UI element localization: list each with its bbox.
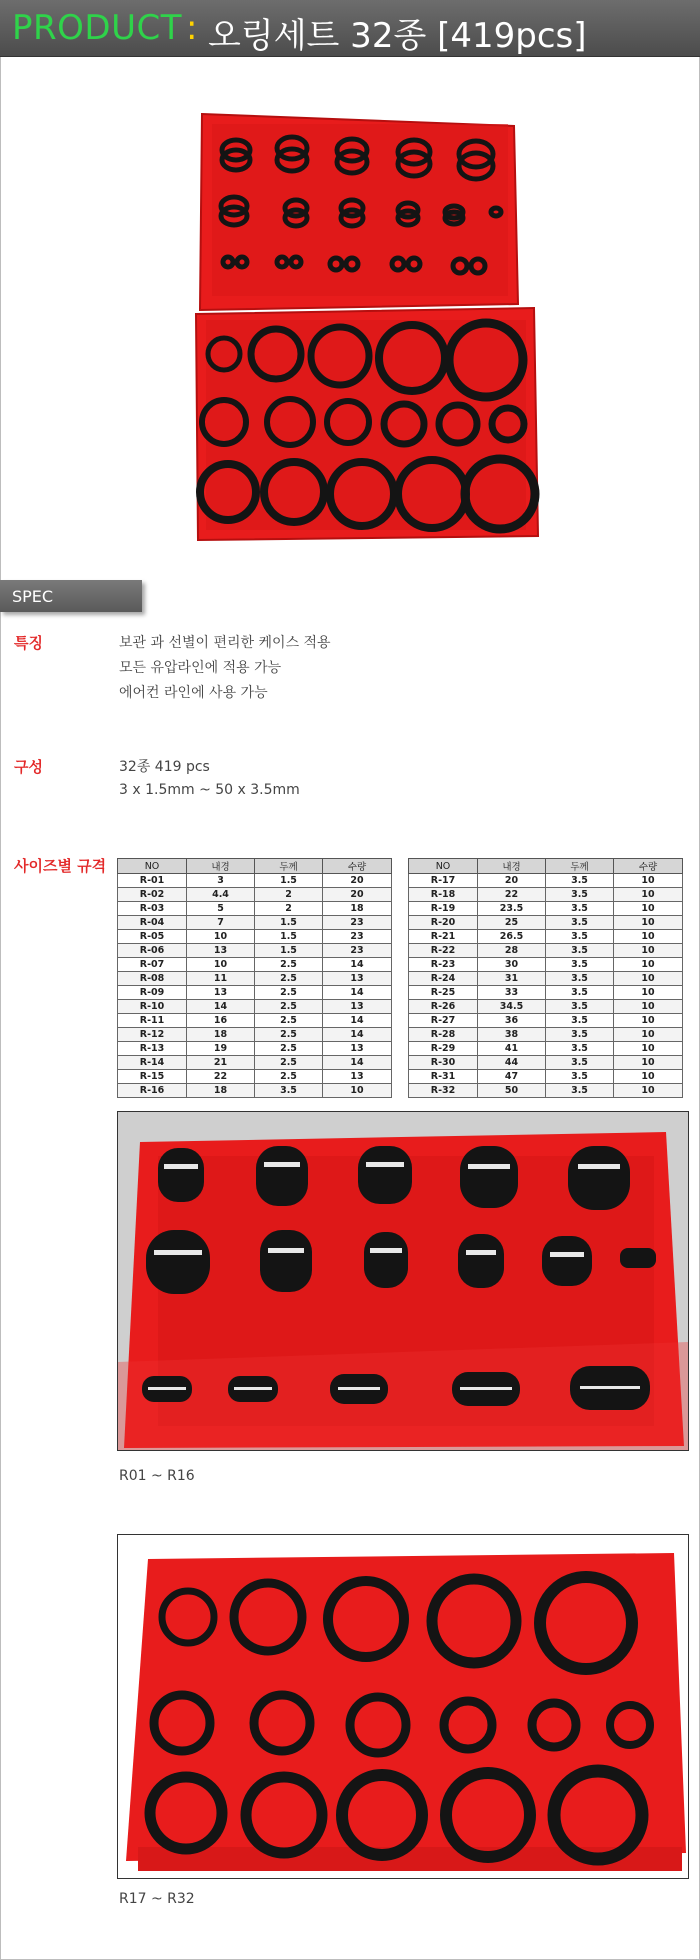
photo-r17-r32 (117, 1534, 689, 1879)
caption-r01-r16: R01 ~ R16 (119, 1468, 195, 1484)
table-cell: 10 (614, 1070, 683, 1084)
spec-section-tab (0, 580, 142, 612)
table-row (118, 902, 392, 916)
table-cell: 33 (478, 986, 546, 1000)
size-table-right (408, 858, 683, 1098)
table-row (118, 1070, 392, 1084)
table-cell: 2.5 (255, 986, 323, 1000)
table-cell: R-24 (409, 972, 478, 986)
table-cell: 13 (323, 1042, 392, 1056)
table-cell: 3 (187, 874, 255, 888)
table-cell: 10 (614, 944, 683, 958)
table-cell: 3.5 (546, 986, 614, 1000)
table-cell: 20 (478, 874, 546, 888)
table-row (118, 888, 392, 902)
table-cell: 2.5 (255, 1000, 323, 1014)
table-cell: R-21 (409, 930, 478, 944)
col-header-inner-diameter: 내경 (478, 859, 546, 874)
table-cell: 44 (478, 1056, 546, 1070)
table-cell: 11 (187, 972, 255, 986)
table-cell: R-15 (118, 1070, 187, 1084)
table-cell: 2.5 (255, 1042, 323, 1056)
product-label: PRODUCT (12, 8, 182, 48)
table-cell: 10 (614, 986, 683, 1000)
table-cell: 3.5 (255, 1084, 323, 1098)
composition-label: 구성 (14, 758, 43, 776)
table-row (409, 874, 683, 888)
table-cell: 19 (187, 1042, 255, 1056)
table-cell: R-09 (118, 986, 187, 1000)
table-cell: R-10 (118, 1000, 187, 1014)
table-cell: R-23 (409, 958, 478, 972)
composition-line: 32종 419 pcs (119, 759, 210, 775)
table-cell: R-17 (409, 874, 478, 888)
table-cell: R-25 (409, 986, 478, 1000)
table-cell: 28 (478, 944, 546, 958)
table-cell: R-08 (118, 972, 187, 986)
table-cell: 2 (255, 902, 323, 916)
table-cell: 1.5 (255, 916, 323, 930)
table-cell: 3.5 (546, 888, 614, 902)
table-cell: 22 (187, 1070, 255, 1084)
table-cell: 10 (614, 972, 683, 986)
table-cell: R-30 (409, 1056, 478, 1070)
sizes-label: 사이즈별 규격 (14, 857, 107, 875)
table-cell: 1.5 (255, 944, 323, 958)
table-row (118, 1042, 392, 1056)
table-cell: 10 (614, 1084, 683, 1098)
table-cell: 34.5 (478, 1000, 546, 1014)
table-cell: 3.5 (546, 1056, 614, 1070)
table-cell: R-13 (118, 1042, 187, 1056)
table-cell: R-18 (409, 888, 478, 902)
feature-line: 에어컨 라인에 사용 가능 (119, 685, 268, 701)
table-cell: R-07 (118, 958, 187, 972)
table-row (409, 1042, 683, 1056)
feature-line: 모든 유압라인에 적용 가능 (119, 660, 282, 676)
col-header-thickness: 두께 (546, 859, 614, 874)
table-cell: 13 (323, 1070, 392, 1084)
table-cell: 1.5 (255, 874, 323, 888)
table-row (409, 1084, 683, 1098)
table-cell: 13 (323, 972, 392, 986)
table-cell: 2.5 (255, 1070, 323, 1084)
table-cell: 13 (187, 986, 255, 1000)
table-row (118, 1014, 392, 1028)
table-cell: 3.5 (546, 930, 614, 944)
table-cell: R-32 (409, 1084, 478, 1098)
table-cell: 3.5 (546, 874, 614, 888)
spec-tab-label: SPEC (12, 587, 54, 606)
table-cell: 23.5 (478, 902, 546, 916)
table-cell: 20 (323, 874, 392, 888)
table-cell: 10 (614, 1056, 683, 1070)
table-cell: 3.5 (546, 1084, 614, 1098)
table-cell: R-26 (409, 1000, 478, 1014)
table-cell: R-20 (409, 916, 478, 930)
table-cell: 10 (614, 930, 683, 944)
table-cell: R-27 (409, 1014, 478, 1028)
table-cell: 1.5 (255, 930, 323, 944)
table-cell: R-05 (118, 930, 187, 944)
table-row (409, 944, 683, 958)
table-cell: R-19 (409, 902, 478, 916)
table-row (409, 972, 683, 986)
table-row (409, 1014, 683, 1028)
table-cell: 14 (323, 1014, 392, 1028)
table-row (118, 958, 392, 972)
table-row (409, 958, 683, 972)
table-row (118, 986, 392, 1000)
table-cell: 21 (187, 1056, 255, 1070)
table-row (118, 972, 392, 986)
table-cell: R-29 (409, 1042, 478, 1056)
table-cell: 10 (187, 930, 255, 944)
table-row (409, 888, 683, 902)
table-row (118, 1084, 392, 1098)
table-row (118, 1028, 392, 1042)
table-cell: 20 (323, 888, 392, 902)
table-cell: 2.5 (255, 972, 323, 986)
table-cell: 7 (187, 916, 255, 930)
table-cell: 38 (478, 1028, 546, 1042)
table-cell: 10 (614, 1028, 683, 1042)
table-cell: 36 (478, 1014, 546, 1028)
table-cell: 10 (614, 1014, 683, 1028)
table-cell: 14 (323, 1056, 392, 1070)
table-cell: 3.5 (546, 958, 614, 972)
table-cell: 2 (255, 888, 323, 902)
table-row (409, 930, 683, 944)
table-cell: 10 (614, 888, 683, 902)
table-cell: R-03 (118, 902, 187, 916)
table-cell: R-04 (118, 916, 187, 930)
col-header-quantity: 수량 (614, 859, 683, 874)
table-row (118, 1056, 392, 1070)
table-cell: 13 (187, 944, 255, 958)
table-cell: 4.4 (187, 888, 255, 902)
table-row (409, 1028, 683, 1042)
table-cell: R-01 (118, 874, 187, 888)
table-row (118, 916, 392, 930)
table-cell: R-22 (409, 944, 478, 958)
table-cell: 3.5 (546, 944, 614, 958)
table-cell: 10 (323, 1084, 392, 1098)
table-cell: 3.5 (546, 1028, 614, 1042)
table-cell: 23 (323, 930, 392, 944)
table-cell: 41 (478, 1042, 546, 1056)
table-cell: 22 (478, 888, 546, 902)
table-cell: 3.5 (546, 1014, 614, 1028)
table-cell: 26.5 (478, 930, 546, 944)
table-row (409, 1070, 683, 1084)
table-cell: 13 (323, 1000, 392, 1014)
table-cell: 3.5 (546, 972, 614, 986)
table-cell: 2.5 (255, 1014, 323, 1028)
col-header-no: NO (118, 859, 187, 874)
table-cell: 18 (187, 1084, 255, 1098)
table-cell: 18 (323, 902, 392, 916)
col-header-no: NO (409, 859, 478, 874)
caption-r17-r32: R17 ~ R32 (119, 1891, 195, 1907)
col-header-inner-diameter: 내경 (187, 859, 255, 874)
table-row (409, 916, 683, 930)
table-row (409, 1000, 683, 1014)
table-cell: 23 (323, 916, 392, 930)
table-cell: 18 (187, 1028, 255, 1042)
table-cell: 2.5 (255, 1028, 323, 1042)
table-cell: R-31 (409, 1070, 478, 1084)
table-cell: 3.5 (546, 1000, 614, 1014)
table-cell: 10 (614, 916, 683, 930)
col-header-thickness: 두께 (255, 859, 323, 874)
table-row (118, 874, 392, 888)
table-cell: 47 (478, 1070, 546, 1084)
table-row (118, 944, 392, 958)
table-cell: R-11 (118, 1014, 187, 1028)
table-cell: 2.5 (255, 958, 323, 972)
table-cell: 5 (187, 902, 255, 916)
table-cell: R-06 (118, 944, 187, 958)
table-row (409, 986, 683, 1000)
table-cell: R-14 (118, 1056, 187, 1070)
table-cell: 2.5 (255, 1056, 323, 1070)
table-cell: 14 (323, 986, 392, 1000)
table-cell: 23 (323, 944, 392, 958)
table-row (409, 1056, 683, 1070)
features-label: 특징 (14, 634, 43, 652)
table-cell: 3.5 (546, 1042, 614, 1056)
product-photo-open-case (192, 108, 544, 548)
col-header-quantity: 수량 (323, 859, 392, 874)
table-cell: 50 (478, 1084, 546, 1098)
feature-line: 보관 과 선별이 편리한 케이스 적용 (119, 635, 331, 651)
page-header (0, 0, 700, 57)
table-row (118, 1000, 392, 1014)
table-cell: R-12 (118, 1028, 187, 1042)
table-cell: 3.5 (546, 916, 614, 930)
table-cell: R-02 (118, 888, 187, 902)
photo-r01-r16 (117, 1111, 689, 1451)
table-cell: 10 (614, 1042, 683, 1056)
table-cell: 14 (187, 1000, 255, 1014)
table-cell: 3.5 (546, 902, 614, 916)
table-cell: 14 (323, 958, 392, 972)
table-row (409, 902, 683, 916)
composition-line: 3 x 1.5mm ~ 50 x 3.5mm (119, 782, 300, 798)
size-table-left (117, 858, 392, 1098)
table-cell: 31 (478, 972, 546, 986)
table-cell: 10 (614, 1000, 683, 1014)
table-cell: 14 (323, 1028, 392, 1042)
table-row (118, 930, 392, 944)
table-cell: 25 (478, 916, 546, 930)
table-cell: 10 (614, 958, 683, 972)
table-cell: 10 (614, 902, 683, 916)
table-cell: 30 (478, 958, 546, 972)
table-cell: R-16 (118, 1084, 187, 1098)
product-name: 오링세트 32종 [419pcs] (208, 16, 587, 56)
table-cell: 10 (187, 958, 255, 972)
header-colon: : (186, 8, 198, 48)
table-cell: 3.5 (546, 1070, 614, 1084)
table-cell: 10 (614, 874, 683, 888)
table-cell: R-28 (409, 1028, 478, 1042)
table-cell: 16 (187, 1014, 255, 1028)
